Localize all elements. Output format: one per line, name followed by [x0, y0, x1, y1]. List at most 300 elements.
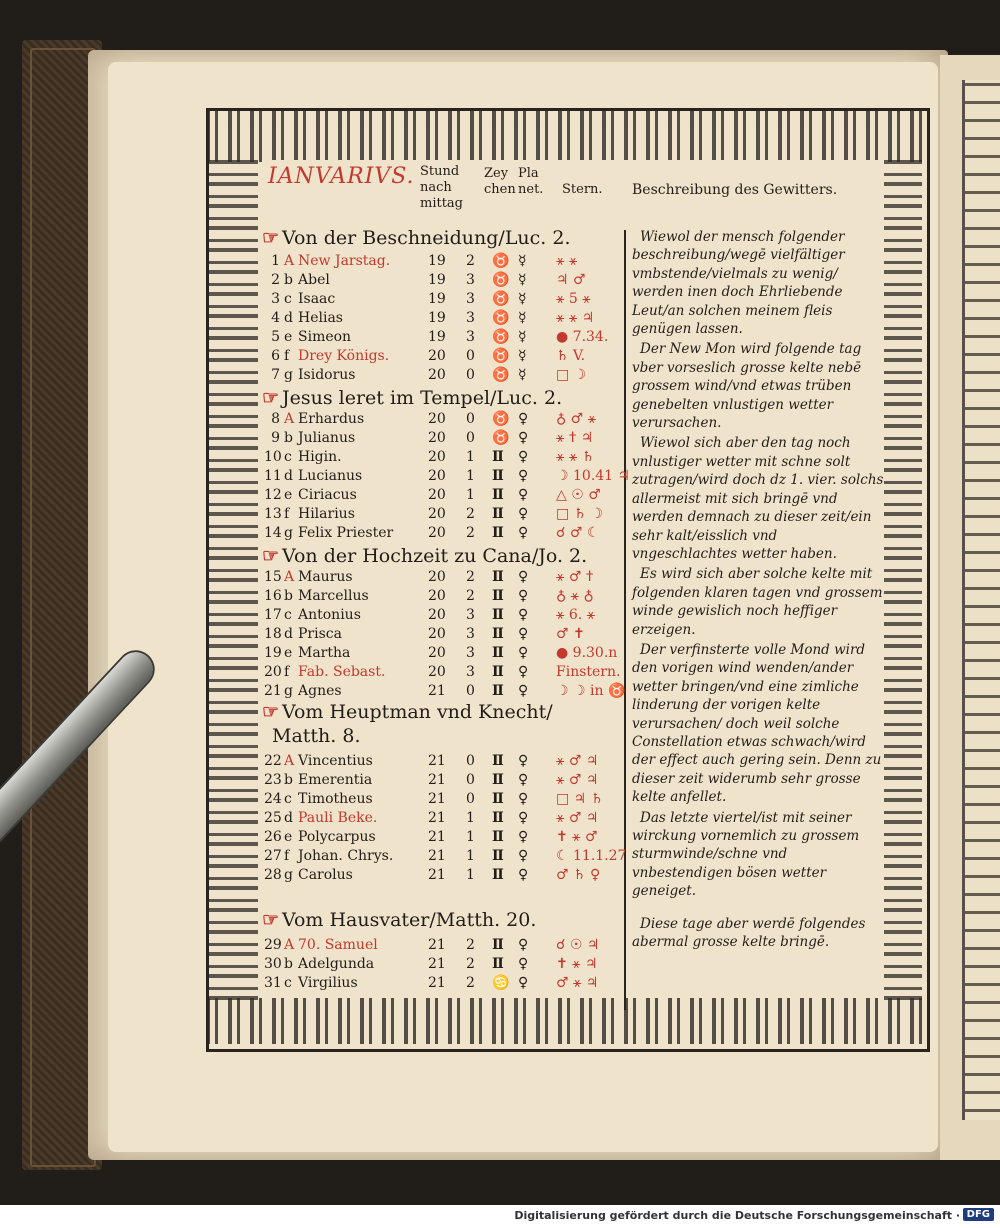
zodiac-sign: Ⅱ	[492, 487, 504, 503]
dominical-letter: f	[284, 348, 290, 364]
cover-tooling	[30, 48, 96, 1167]
aspect-symbols: ♃ ♂	[556, 272, 586, 288]
aspect-symbols: ☌ ♂ ☾	[556, 525, 600, 541]
weather-paragraph: Diese tage aber werdē folgendes abermal grosse kelte bringē.	[632, 915, 866, 951]
gospel-heading	[272, 724, 361, 748]
gospel-heading	[262, 544, 587, 568]
hour-value: 21	[428, 772, 446, 788]
saint-name: New Jarstag.	[298, 253, 391, 269]
day-row	[264, 790, 628, 809]
minute-value: 1	[466, 810, 475, 826]
zodiac-sign: ♉	[492, 253, 510, 269]
saint-name: Prisca	[298, 626, 342, 642]
aspect-symbols: ☾ 11.1.27	[556, 848, 627, 864]
day-number: 7	[271, 367, 280, 383]
gospel-heading-text: Vom Hausvater/Matth. 20.	[282, 909, 537, 931]
minute-value: 0	[466, 348, 475, 364]
day-row	[264, 587, 628, 606]
planet-symbol: ♀	[518, 525, 529, 541]
rubric-mark-icon: ☞	[262, 387, 280, 409]
saint-name: Felix Priester	[298, 525, 394, 541]
calendar-content	[262, 160, 884, 998]
minute-value: 2	[466, 975, 475, 991]
dominical-letter: g	[284, 683, 293, 699]
aspect-symbols: ♁ ♂ ⚹	[556, 411, 597, 427]
day-number: 6	[271, 348, 280, 364]
weather-paragraph: Der New Mon wird folgende tag vber vorseslich grosse kelte nebē grossem wind/vnd etwas trüben genebelten vnlustigen wetter verursachen.	[632, 341, 862, 432]
weather-description	[632, 228, 884, 953]
minute-value: 3	[466, 645, 475, 661]
day-number: 16	[264, 588, 282, 604]
planet-symbol: ♀	[518, 848, 529, 864]
aspect-symbols: ⚹ ⚹ ♃	[556, 310, 595, 326]
dominical-letter: A	[284, 253, 295, 269]
hour-value: 20	[428, 588, 446, 604]
day-number: 13	[264, 506, 282, 522]
aspect-symbols: ⚹ 6. ⚹	[556, 607, 596, 623]
aspect-symbols: ⚹ ♂ ✝	[556, 569, 594, 585]
minute-value: 1	[466, 848, 475, 864]
dominical-letter: b	[284, 956, 293, 972]
day-row	[264, 809, 628, 828]
right-page-border	[962, 80, 1000, 1120]
day-row	[268, 290, 628, 309]
dominical-letter: g	[284, 867, 293, 883]
minute-value: 0	[466, 753, 475, 769]
zodiac-sign: Ⅱ	[492, 683, 504, 699]
day-number: 31	[264, 975, 282, 991]
minute-value: 0	[466, 411, 475, 427]
day-row	[264, 955, 628, 974]
dominical-letter: d	[284, 626, 293, 642]
zodiac-sign: ♉	[492, 291, 510, 307]
dfg-logo: DFG	[963, 1208, 994, 1221]
day-number: 23	[264, 772, 282, 788]
footer-bar	[0, 1205, 1000, 1228]
zodiac-sign: ♉	[492, 367, 510, 383]
hour-value: 20	[428, 487, 446, 503]
day-row	[264, 663, 628, 682]
planet-symbol: ☿	[518, 329, 527, 345]
hour-value: 20	[428, 525, 446, 541]
day-number: 4	[271, 310, 280, 326]
dominical-letter: e	[284, 645, 293, 661]
gospel-heading	[262, 386, 562, 410]
saint-name: Simeon	[298, 329, 352, 345]
gospel-heading-text: Von der Beschneidung/Luc. 2.	[282, 227, 571, 249]
zodiac-sign: Ⅱ	[492, 848, 504, 864]
hour-value: 21	[428, 683, 446, 699]
day-number: 26	[264, 829, 282, 845]
day-row	[268, 328, 628, 347]
minute-value: 0	[466, 367, 475, 383]
day-row	[264, 866, 628, 885]
planet-symbol: ♀	[518, 975, 529, 991]
minute-value: 2	[466, 525, 475, 541]
saint-name: Emerentia	[298, 772, 373, 788]
dominical-letter: f	[284, 848, 290, 864]
minute-value: 2	[466, 956, 475, 972]
minute-value: 0	[466, 791, 475, 807]
dominical-letter: b	[284, 430, 293, 446]
day-number: 1	[271, 253, 280, 269]
day-number: 19	[264, 645, 282, 661]
aspect-symbols: ♁ ⚹ ♁	[556, 588, 594, 604]
day-number: 5	[271, 329, 280, 345]
hour-value: 20	[428, 607, 446, 623]
zodiac-sign: Ⅱ	[492, 468, 504, 484]
zodiac-sign: ♉	[492, 411, 510, 427]
saint-name: Carolus	[298, 867, 353, 883]
planet-symbol: ♀	[518, 956, 529, 972]
day-number: 25	[264, 810, 282, 826]
day-row	[264, 467, 631, 486]
day-row	[264, 682, 628, 701]
zodiac-sign: ♉	[492, 329, 510, 345]
hour-value: 21	[428, 829, 446, 845]
minute-value: 3	[466, 272, 475, 288]
planet-symbol: ♀	[518, 430, 529, 446]
planet-symbol: ♀	[518, 626, 529, 642]
planet-symbol: ♀	[518, 867, 529, 883]
day-number: 14	[264, 525, 282, 541]
saint-name: Martha	[298, 645, 351, 661]
saint-name: Johan. Chrys.	[298, 848, 394, 864]
zodiac-sign: ♋	[492, 975, 510, 991]
description-header: Beschreibung des Gewitters.	[632, 182, 838, 198]
hour-value: 19	[428, 310, 446, 326]
day-row	[268, 271, 628, 290]
saint-name: Higin.	[298, 449, 342, 465]
zodiac-sign: Ⅱ	[492, 664, 504, 680]
gospel-heading	[262, 700, 553, 724]
minute-value: 1	[466, 487, 475, 503]
day-number: 18	[264, 626, 282, 642]
saint-name: Maurus	[298, 569, 353, 585]
dominical-letter: c	[284, 791, 292, 807]
saint-name: Erhardus	[298, 411, 365, 427]
gospel-heading	[262, 908, 536, 932]
saint-name: 70. Samuel	[298, 937, 378, 953]
planet-symbol: ♀	[518, 829, 529, 845]
zodiac-sign: ♉	[492, 348, 510, 364]
aspect-symbols: ⚹ ⚹ ♄	[556, 449, 595, 465]
stars-header: Stern.	[562, 182, 603, 197]
dominical-letter: d	[284, 468, 293, 484]
hour-value: 19	[428, 253, 446, 269]
weather-paragraph: Wiewol der mensch folgender beschreibung/wegē vielfältiger vmbstende/vielmals zu wenig/ werden inen doch Ehrliebende Leut/an solchen meinem fleis genügen lassen.	[632, 229, 845, 338]
minute-value: 2	[466, 569, 475, 585]
day-row	[264, 847, 628, 866]
day-number: 21	[264, 683, 282, 699]
planet-symbol: ♀	[518, 411, 529, 427]
dominical-letter: d	[284, 310, 293, 326]
day-row	[264, 505, 628, 524]
saint-name: Isaac	[298, 291, 336, 307]
planet-symbol: ♀	[518, 810, 529, 826]
dominical-letter: d	[284, 810, 293, 826]
planet-symbol: ♀	[518, 683, 529, 699]
zodiac-sign: Ⅱ	[492, 937, 504, 953]
aspect-symbols: □ ♄ ☽	[556, 506, 604, 522]
day-number: 10	[264, 449, 282, 465]
aspect-symbols: □ ♃ ♄	[556, 791, 604, 807]
day-number: 28	[264, 867, 282, 883]
hour-value: 20	[428, 645, 446, 661]
aspect-symbols: ♄ V.	[556, 348, 586, 364]
dominical-letter: g	[284, 367, 293, 383]
aspect-symbols: ● 9.30.n	[556, 645, 618, 661]
hours-header: Stund nach mittag	[420, 164, 464, 211]
day-number: 2	[271, 272, 280, 288]
planet-symbol: ☿	[518, 253, 527, 269]
planet-symbol: ♀	[518, 588, 529, 604]
aspect-symbols: ✝ ⚹ ♂	[556, 829, 598, 845]
aspect-symbols: ⚹ ⚹	[556, 253, 578, 269]
day-row	[264, 936, 628, 955]
hour-value: 21	[428, 937, 446, 953]
day-row	[264, 644, 628, 663]
aspect-symbols: ⚹ ✝ ♃	[556, 430, 594, 446]
saint-name: Vincentius	[298, 753, 373, 769]
weather-paragraph: Der verfinsterte volle Mond wird den vorigen wind wenden/ander wetter bringen/vnd eine zimliche linderung der vorigen kelte verursachen/ doch weil solche Constellation etwas schwach/wird der effect auch gering sein. Denn zu dieser zeit widerumb sehr grosse kelte anfellet.	[632, 641, 882, 806]
saint-name: Timotheus	[298, 791, 373, 807]
minute-value: 2	[466, 253, 475, 269]
rubric-mark-icon: ☞	[262, 227, 280, 249]
hour-value: 21	[428, 753, 446, 769]
day-number: 12	[264, 487, 282, 503]
day-row	[268, 252, 628, 271]
dominical-letter: e	[284, 329, 293, 345]
day-number: 17	[264, 607, 282, 623]
hour-value: 21	[428, 791, 446, 807]
saint-name: Drey Königs.	[298, 348, 390, 364]
zodiac-sign: Ⅱ	[492, 810, 504, 826]
zodiac-sign: Ⅱ	[492, 607, 504, 623]
zodiac-sign: Ⅱ	[492, 626, 504, 642]
hour-value: 19	[428, 291, 446, 307]
minute-value: 3	[466, 310, 475, 326]
hour-value: 20	[428, 367, 446, 383]
hour-value: 20	[428, 411, 446, 427]
minute-value: 1	[466, 829, 475, 845]
planet-symbol: ♀	[518, 569, 529, 585]
funding-credit: Digitalisierung gefördert durch die Deutsche Forschungsgemeinschaft ·	[514, 1209, 960, 1222]
rubric-mark-icon: ☞	[262, 701, 280, 723]
hour-value: 20	[428, 430, 446, 446]
minute-value: 1	[466, 867, 475, 883]
planet-symbol: ☿	[518, 291, 527, 307]
day-row	[268, 410, 628, 429]
aspect-symbols: ● 7.34.	[556, 329, 609, 345]
hour-value: 21	[428, 956, 446, 972]
dominical-letter: b	[284, 272, 293, 288]
dominical-letter: A	[284, 411, 295, 427]
day-number: 30	[264, 956, 282, 972]
gospel-heading-text: Von der Hochzeit zu Cana/Jo. 2.	[282, 545, 588, 567]
hour-value: 21	[428, 848, 446, 864]
planet-symbol: ♀	[518, 937, 529, 953]
hour-value: 21	[428, 975, 446, 991]
hour-value: 19	[428, 329, 446, 345]
aspect-symbols: ☌ ☉ ♃	[556, 937, 600, 953]
minute-value: 3	[466, 664, 475, 680]
day-row	[264, 625, 628, 644]
hour-value: 19	[428, 272, 446, 288]
aspect-symbols: ♂ ⚹ ♃	[556, 975, 599, 991]
dominical-letter: A	[284, 937, 295, 953]
dominical-letter: c	[284, 291, 292, 307]
planet-symbol: ♀	[518, 772, 529, 788]
hour-value: 20	[428, 626, 446, 642]
minute-value: 3	[466, 607, 475, 623]
day-row	[264, 828, 628, 847]
day-row	[268, 429, 628, 448]
aspect-symbols: △ ☉ ♂	[556, 487, 601, 503]
hour-value: 21	[428, 867, 446, 883]
planet-symbol: ☿	[518, 367, 527, 383]
minute-value: 3	[466, 626, 475, 642]
minute-value: 3	[466, 329, 475, 345]
dominical-letter: A	[284, 569, 295, 585]
planet-symbol: ♀	[518, 468, 529, 484]
zodiac-sign: Ⅱ	[492, 506, 504, 522]
hour-value: 20	[428, 468, 446, 484]
rubric-mark-icon: ☞	[262, 909, 280, 931]
hour-value: 20	[428, 348, 446, 364]
saint-name: Ciriacus	[298, 487, 357, 503]
signs-header: Zey chen	[484, 166, 516, 197]
saint-name: Isidorus	[298, 367, 356, 383]
planet-symbol: ♀	[518, 607, 529, 623]
saint-name: Helias	[298, 310, 343, 326]
saint-name: Antonius	[298, 607, 361, 623]
dominical-letter: g	[284, 525, 293, 541]
dominical-letter: A	[284, 753, 295, 769]
aspect-symbols: ⚹ ♂ ♃	[556, 810, 599, 826]
saint-name: Virgilius	[298, 975, 358, 991]
zodiac-sign: Ⅱ	[492, 569, 504, 585]
hour-value: 20	[428, 449, 446, 465]
gospel-heading-text: Vom Heuptman vnd Knecht/	[282, 701, 553, 723]
aspect-symbols: ☽ ☽ in ♉	[556, 683, 626, 699]
planet-symbol: ♀	[518, 506, 529, 522]
minute-value: 3	[466, 291, 475, 307]
dominical-letter: b	[284, 772, 293, 788]
planet-symbol: ♀	[518, 645, 529, 661]
aspect-symbols: ✝ ⚹ ♃	[556, 956, 598, 972]
saint-name: Julianus	[298, 430, 356, 446]
saint-name: Fab. Sebast.	[298, 664, 386, 680]
day-number: 24	[264, 791, 282, 807]
saint-name: Lucianus	[298, 468, 363, 484]
day-number: 22	[264, 753, 282, 769]
gospel-heading-text: Matth. 8.	[272, 725, 361, 747]
zodiac-sign: Ⅱ	[492, 829, 504, 845]
minute-value: 2	[466, 588, 475, 604]
zodiac-sign: Ⅱ	[492, 867, 504, 883]
planet-symbol: ♀	[518, 753, 529, 769]
minute-value: 0	[466, 772, 475, 788]
zodiac-sign: ♉	[492, 272, 510, 288]
aspect-symbols: □ ☽	[556, 367, 587, 383]
saint-name: Pauli Beke.	[298, 810, 378, 826]
saint-name: Agnes	[298, 683, 342, 699]
minute-value: 0	[466, 683, 475, 699]
day-number: 27	[264, 848, 282, 864]
aspect-symbols: ♂ ✝	[556, 626, 585, 642]
dominical-letter: e	[284, 487, 293, 503]
day-row	[264, 752, 628, 771]
zodiac-sign: ♉	[492, 430, 510, 446]
day-number: 11	[264, 468, 282, 484]
day-row	[264, 974, 628, 993]
day-row	[264, 524, 628, 543]
dominical-letter: e	[284, 829, 293, 845]
day-number: 9	[271, 430, 280, 446]
hour-value: 20	[428, 664, 446, 680]
day-row	[264, 568, 628, 587]
aspect-symbols: ⚹ 5 ⚹	[556, 291, 591, 307]
aspect-symbols: Finstern.	[556, 664, 621, 680]
planets-header: Pla net.	[518, 166, 544, 197]
dominical-letter: f	[284, 664, 290, 680]
zodiac-sign: Ⅱ	[492, 588, 504, 604]
day-row	[264, 448, 628, 467]
planet-symbol: ☿	[518, 348, 527, 364]
day-row	[264, 771, 628, 790]
day-number: 8	[271, 411, 280, 427]
weather-paragraph: Das letzte viertel/ist mit seiner wirckung vornemlich zu grossem sturmwinde/schne vnd vnbestendigen bösen wetter geneiget.	[632, 809, 860, 900]
saint-name: Abel	[298, 272, 330, 288]
zodiac-sign: Ⅱ	[492, 645, 504, 661]
aspect-symbols: ⚹ ♂ ♃	[556, 772, 599, 788]
day-row	[264, 486, 628, 505]
hour-value: 21	[428, 810, 446, 826]
planet-symbol: ♀	[518, 791, 529, 807]
zodiac-sign: Ⅱ	[492, 772, 504, 788]
zodiac-sign: Ⅱ	[492, 525, 504, 541]
day-row	[268, 366, 628, 385]
day-row	[268, 347, 628, 366]
planet-symbol: ♀	[518, 449, 529, 465]
day-number: 29	[264, 937, 282, 953]
dominical-letter: c	[284, 607, 292, 623]
minute-value: 1	[466, 468, 475, 484]
rubric-mark-icon: ☞	[262, 545, 280, 567]
saint-name: Adelgunda	[298, 956, 375, 972]
minute-value: 0	[466, 430, 475, 446]
dominical-letter: f	[284, 506, 290, 522]
aspect-symbols: ☽ 10.41 ♃	[556, 468, 631, 484]
day-number: 3	[271, 291, 280, 307]
planet-symbol: ☿	[518, 272, 527, 288]
zodiac-sign: Ⅱ	[492, 753, 504, 769]
day-row	[268, 309, 628, 328]
month-title: IANVARIVS.	[268, 164, 415, 189]
dominical-letter: c	[284, 449, 292, 465]
day-row	[264, 606, 628, 625]
hour-value: 20	[428, 569, 446, 585]
dominical-letter: c	[284, 975, 292, 991]
dominical-letter: b	[284, 588, 293, 604]
minute-value: 2	[466, 506, 475, 522]
zodiac-sign: Ⅱ	[492, 956, 504, 972]
aspect-symbols: ⚹ ♂ ♃	[556, 753, 599, 769]
zodiac-sign: Ⅱ	[492, 449, 504, 465]
zodiac-sign: ♉	[492, 310, 510, 326]
planet-symbol: ♀	[518, 487, 529, 503]
